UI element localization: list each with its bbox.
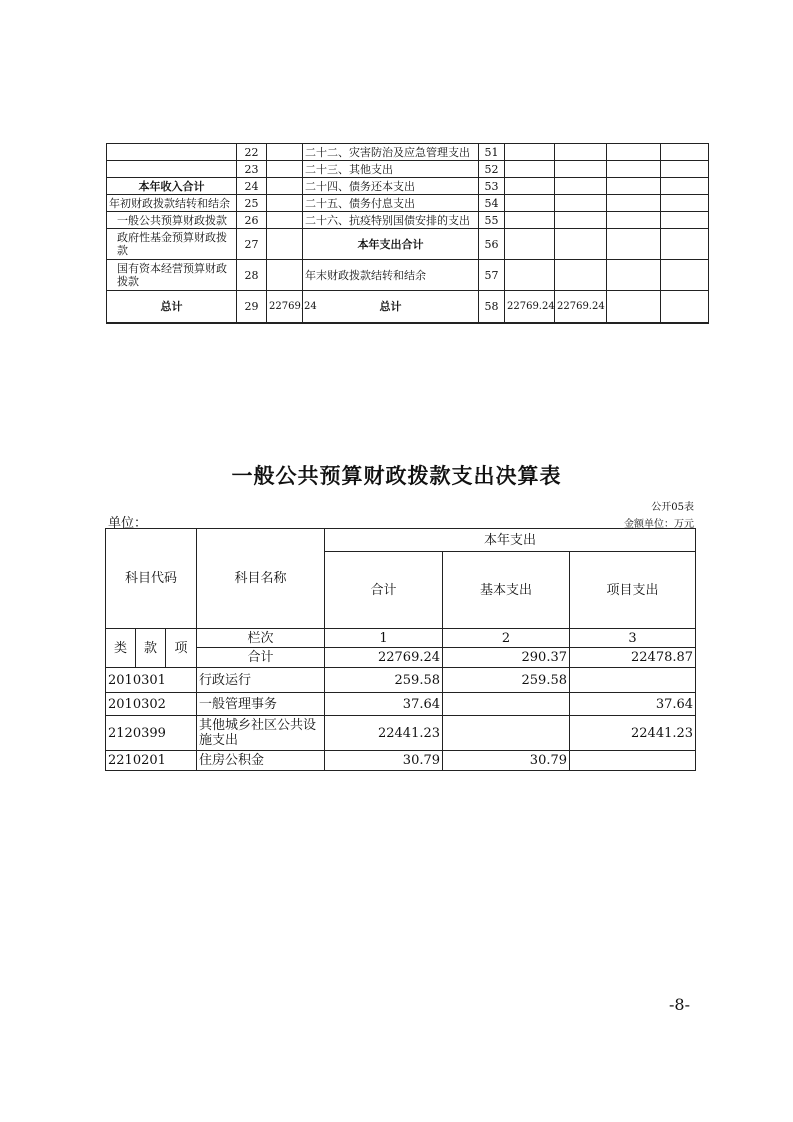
- left-row-number: 24: [237, 178, 267, 195]
- table-row: [107, 260, 709, 291]
- total-basic: 290.37: [443, 648, 570, 668]
- amount-cell: 22769.24: [505, 291, 555, 323]
- right-row-number: 54: [479, 195, 505, 212]
- header-year-expense: 本年支出: [325, 529, 696, 552]
- amount-cell: [505, 212, 555, 229]
- left-amount: [267, 144, 303, 161]
- header-lei: 类: [106, 629, 136, 668]
- amount-cell: [505, 161, 555, 178]
- amount-cell: [555, 212, 607, 229]
- amount-basic: 259.58: [443, 668, 570, 693]
- left-item-name: [107, 144, 237, 161]
- subject-code: 2010302: [106, 693, 197, 716]
- amount-cell: [505, 178, 555, 195]
- right-row-number: 58: [479, 291, 505, 323]
- amount-basic: [443, 716, 570, 751]
- table-row: [107, 161, 709, 178]
- amount-cell: [505, 229, 555, 260]
- page-number: -8-: [669, 995, 690, 1014]
- left-row-number: 25: [237, 195, 267, 212]
- amount-cell: [555, 229, 607, 260]
- left-item-name: 年初财政拨款结转和结余: [107, 195, 237, 212]
- left-amount: [267, 161, 303, 178]
- left-amount: 22769.24: [267, 291, 303, 323]
- amount-cell: [661, 291, 709, 323]
- amount-cell: [661, 178, 709, 195]
- amount-project: [570, 751, 696, 771]
- amount-cell: [607, 212, 661, 229]
- left-row-number: 26: [237, 212, 267, 229]
- amount-unit-label: 金额单位：万元: [624, 519, 694, 530]
- amount-total: 30.79: [325, 751, 443, 771]
- left-item-name: 国有资本经营预算财政拨款: [107, 260, 237, 291]
- left-item-name: 一般公共预算财政拨款: [107, 212, 237, 229]
- table-row: [106, 693, 696, 716]
- page-title: 一般公共预算财政拨款支出决算表: [231, 464, 562, 488]
- header-lanci: 栏次: [197, 629, 325, 648]
- subject-name: 其他城乡社区公共设施支出: [197, 716, 325, 751]
- amount-cell: [555, 195, 607, 212]
- header-xiang: 项: [166, 629, 197, 668]
- left-item-name: 总计: [107, 291, 237, 323]
- right-row-number: 57: [479, 260, 505, 291]
- right-item-name: 二十五、债务付息支出: [303, 195, 479, 212]
- amount-cell: [555, 161, 607, 178]
- amount-cell: 22769.24: [555, 291, 607, 323]
- left-amount: [267, 195, 303, 212]
- table-row: [107, 212, 709, 229]
- amount-cell: [661, 161, 709, 178]
- total-amount: 22769.24: [325, 648, 443, 668]
- right-row-number: 56: [479, 229, 505, 260]
- table-row: [106, 751, 696, 771]
- amount-cell: [607, 260, 661, 291]
- amount-cell: [607, 161, 661, 178]
- unit-label: 单位：: [108, 516, 148, 531]
- table-row: [106, 668, 696, 693]
- amount-cell: [607, 229, 661, 260]
- expense-final-table: [105, 528, 696, 771]
- right-row-number: 53: [479, 178, 505, 195]
- table-row: [107, 195, 709, 212]
- amount-cell: [505, 195, 555, 212]
- column-index-2: 2: [443, 629, 570, 648]
- left-amount: [267, 178, 303, 195]
- header-kuan: 款: [136, 629, 166, 668]
- left-item-name: [107, 161, 237, 178]
- subject-code: 2010301: [106, 668, 197, 693]
- header-total: 合计: [325, 552, 443, 629]
- amount-cell: [607, 144, 661, 161]
- left-row-number: 22: [237, 144, 267, 161]
- left-row-number: 28: [237, 260, 267, 291]
- header-subject-code: 科目代码: [106, 529, 197, 629]
- right-row-number: 51: [479, 144, 505, 161]
- amount-total: 37.64: [325, 693, 443, 716]
- amount-cell: [555, 178, 607, 195]
- amount-cell: [555, 144, 607, 161]
- amount-project: 37.64: [570, 693, 696, 716]
- amount-project: [570, 668, 696, 693]
- subject-code: 2210201: [106, 751, 197, 771]
- amount-cell: [661, 229, 709, 260]
- amount-basic: [443, 693, 570, 716]
- right-item-name: 二十三、其他支出: [303, 161, 479, 178]
- table-row: [107, 144, 709, 161]
- right-item-name: 二十六、抗疫特别国债安排的支出: [303, 212, 479, 229]
- subject-code: 2120399: [106, 716, 197, 751]
- amount-cell: [607, 178, 661, 195]
- amount-cell: [555, 260, 607, 291]
- amount-basic: 30.79: [443, 751, 570, 771]
- table-row: [107, 178, 709, 195]
- left-amount: [267, 229, 303, 260]
- amount-cell: [505, 144, 555, 161]
- amount-cell: [661, 260, 709, 291]
- amount-cell: [607, 291, 661, 323]
- table-row: [107, 229, 709, 260]
- right-item-name: 本年支出合计: [303, 229, 479, 260]
- amount-project: 22441.23: [570, 716, 696, 751]
- table-code-label: 公开05表: [651, 502, 694, 513]
- subject-name: 行政运行: [197, 668, 325, 693]
- amount-cell: [607, 195, 661, 212]
- header-basic-expense: 基本支出: [443, 552, 570, 629]
- left-amount: [267, 212, 303, 229]
- table-row: [106, 716, 696, 751]
- right-item-name: 二十四、债务还本支出: [303, 178, 479, 195]
- right-row-number: 52: [479, 161, 505, 178]
- total-label: 合计: [197, 648, 325, 668]
- left-row-number: 29: [237, 291, 267, 323]
- right-item-name: 总计: [303, 291, 479, 323]
- revenue-expense-table: [106, 143, 709, 324]
- table-row: [107, 291, 709, 323]
- subject-name: 一般管理事务: [197, 693, 325, 716]
- amount-total: 259.58: [325, 668, 443, 693]
- header-project-expense: 项目支出: [570, 552, 696, 629]
- amount-cell: [661, 195, 709, 212]
- amount-total: 22441.23: [325, 716, 443, 751]
- column-index-1: 1: [325, 629, 443, 648]
- header-subject-name: 科目名称: [197, 529, 325, 629]
- amount-cell: [661, 212, 709, 229]
- left-amount: [267, 260, 303, 291]
- right-item-name: 二十二、灾害防治及应急管理支出: [303, 144, 479, 161]
- right-row-number: 55: [479, 212, 505, 229]
- right-item-name: 年末财政拨款结转和结余: [303, 260, 479, 291]
- amount-cell: [661, 144, 709, 161]
- left-row-number: 27: [237, 229, 267, 260]
- left-item-name: 本年收入合计: [107, 178, 237, 195]
- left-row-number: 23: [237, 161, 267, 178]
- subject-name: 住房公积金: [197, 751, 325, 771]
- column-index-3: 3: [570, 629, 696, 648]
- total-project: 22478.87: [570, 648, 696, 668]
- left-item-name: 政府性基金预算财政拨款: [107, 229, 237, 260]
- amount-cell: [505, 260, 555, 291]
